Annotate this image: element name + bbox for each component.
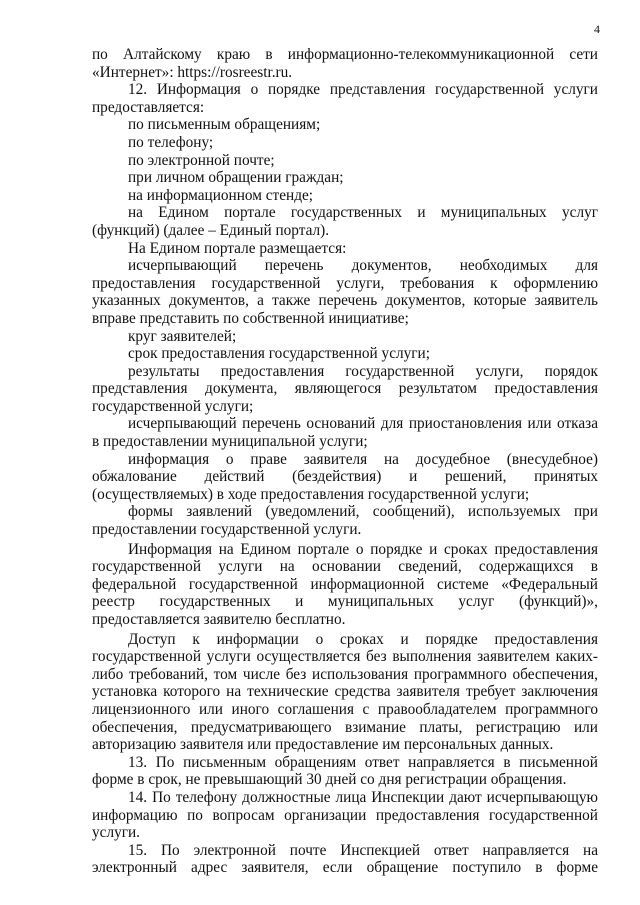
list-item-unified-portal: на Едином портале государственных и муниципальных услуг (функций) (далее – Единый портал). [92,204,598,239]
document-body [92,46,598,877]
paragraph-portal-heading: На Едином портале размещается: [128,239,347,257]
list-item-phone: по телефону; [128,133,214,151]
list-item-forms: формы заявлений (уведомлений, сообщений), используемых при предоставлении государственной услуги. [92,503,598,539]
list-item-appeal-rights: информация о праве заявителя на досудебное (внесудебное) обжалование действий (бездействия) и решений, принятых (осуществляемых) в ходе предоставления государственной услуги; [92,450,598,503]
paragraph-15: 15. По электронной почте Инспекцией ответ направляется на электронный адрес заявителя, если обращение поступило в форме [92,841,598,877]
paragraph-12-intro: 12. Информация о порядке представления государственной услуги предоставляется: [92,81,598,116]
paragraph-access: Доступ к информации о сроках и порядке предоставления государственной услуги осуществляется без выполнения заявителем каких-либо требований, том числе без использования программного обеспечения, установка которого на технические средства заявителя требует заключения лицензионного или иного соглашения с правообладателем программного обеспечения, предусматривающего взимание платы, регистрацию или авторизацию заявителя или предоставление им персональных данных. [92,630,598,754]
paragraph-rosreestr-site: по Алтайскому краю в информационно-телекоммуникационной сети «Интернет»: https://rosreestr.ru. [92,46,598,81]
paragraph-14: 14. По телефону должностные лица Инспекции дают исчерпывающую информацию по вопросам организации предоставления государственной услуги. [92,788,598,842]
list-item-documents: исчерпывающий перечень документов, необходимых для предоставления государственной услуги, требования к оформлению указанных документов, а также перечень документов, которые заявитель вправе представить по собственной инициативе; [92,257,598,327]
paragraph-portal-info: Информация на Едином портале о порядке и сроках предоставления государственной услуги на основании сведений, содержащихся в федеральной государственной информационной системе «Федеральный реестр государственных и муниципальных услуг (функций)», предоставляется заявителю бесплатно. [92,540,598,628]
list-item-written-requests: по письменным обращениям; [128,116,321,134]
list-item-email: по электронной почте; [128,151,275,169]
list-item-applicants: круг заявителей; [128,327,237,345]
list-item-term: срок предоставления государственной услуги; [128,345,430,363]
list-item-results: результаты предоставления государственной услуги, порядок представления документа, являющегося результатом предоставления государственной услуги; [92,362,598,415]
list-item-info-stand: на информационном стенде; [128,186,314,204]
paragraph-13: 13. По письменным обращениям ответ направляется в письменной форме в срок, не превышающий 30 дней со дня регистрации обращения. [92,753,598,789]
list-item-refusal-grounds: исчерпывающий перечень оснований для приостановления или отказа в предоставлении муниципальной услуги; [92,415,598,451]
page-number: 4 [594,22,600,36]
list-item-personal-visit: при личном обращении граждан; [128,169,344,187]
